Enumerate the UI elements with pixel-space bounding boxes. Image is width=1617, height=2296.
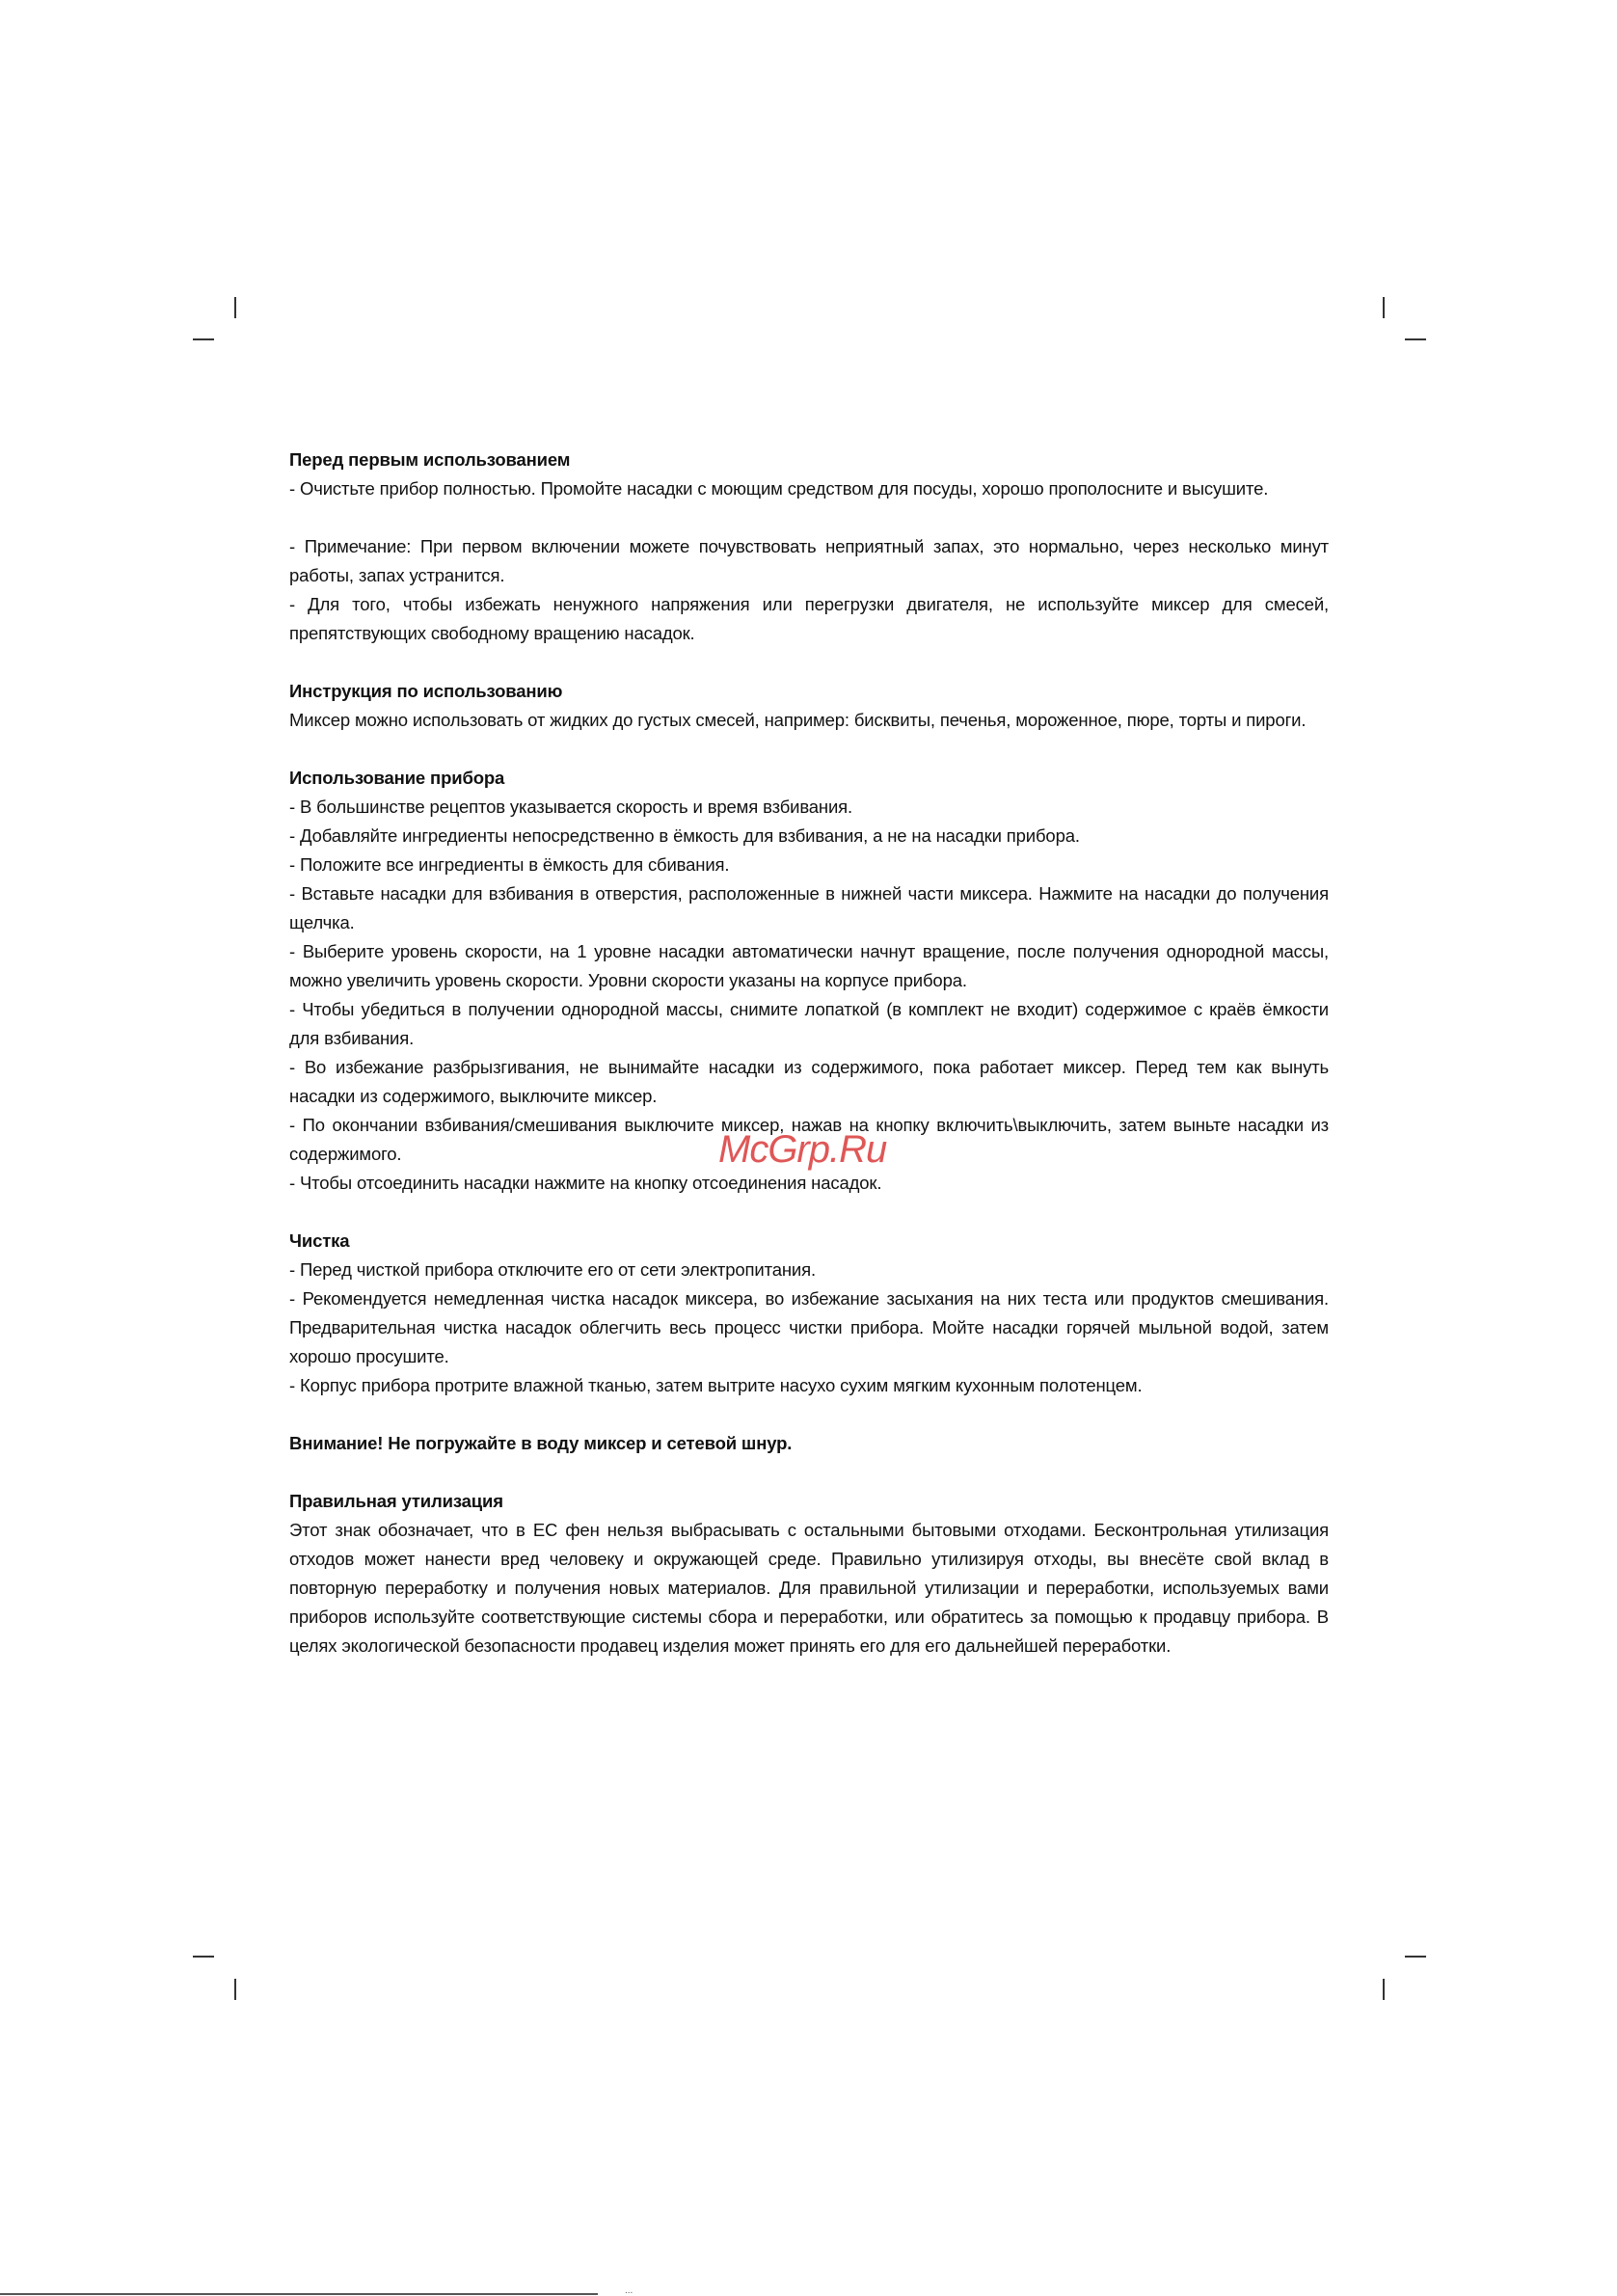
- footer-mark: ...: [625, 2285, 633, 2296]
- warning-text: Внимание! Не погружайте в воду миксер и сетевой шнур.: [289, 1433, 793, 1453]
- section-before-first-use: [289, 446, 1329, 648]
- list-item: - Корпус прибора протрите влажной тканью, затем вытрите насухо сухим мягким кухонным полотенцем.: [289, 1375, 1143, 1395]
- list-item: - Добавляйте ингредиенты непосредственно в ёмкость для взбивания, а не на насадки прибора.: [289, 825, 1080, 846]
- section-cleaning: [289, 1227, 1329, 1400]
- list-item: - По окончании взбивания/смешивания выключите миксер, нажав на кнопку включить\выключить, затем выньте насадки из содержимого.: [289, 1115, 1329, 1164]
- crop-mark-bottom-left-vertical: [234, 1979, 236, 2000]
- crop-mark-top-left-vertical: [234, 297, 236, 318]
- heading-usage: Использование прибора: [289, 768, 505, 788]
- watermark: McGrp.Ru: [718, 1128, 887, 1171]
- list-item: - Выберите уровень скорости, на 1 уровне насадки автоматически начнут вращение, после получения однородной массы, можно увеличить уровень скорости. Уровни скорости указаны на корпусе прибора.: [289, 941, 1329, 990]
- section-instructions: [289, 677, 1329, 735]
- heading-disposal: Правильная утилизация: [289, 1491, 503, 1511]
- heading-before-first-use: Перед первым использованием: [289, 449, 571, 470]
- section-disposal: [289, 1487, 1329, 1661]
- footer-rule: [0, 2293, 598, 2295]
- list-item: - Чтобы отсоединить насадки нажмите на кнопку отсоединения насадок.: [289, 1173, 882, 1193]
- list-item: - В большинстве рецептов указывается скорость и время взбивания.: [289, 797, 853, 817]
- paragraph: Миксер можно использовать от жидких до густых смесей, например: бисквиты, печенья, мороженное, пюре, торты и пироги.: [289, 710, 1307, 730]
- paragraph: Этот знак обозначает, что в ЕС фен нельзя выбрасывать с остальными бытовыми отходами. Бесконтрольная утилизация отходов может нанести вред человеку и окружающей среде. Правильно утилизируя отходы, вы внесёте свой вклад в повторную переработку и получения новых материалов. Для правильной утилизации и переработки, используемых вами приборов используйте соответствующие системы сбора и переработки, или обратитесь за помощью к продавцу прибора. В целях экологической безопасности продавец изделия может принять его для его дальнейшей переработки.: [289, 1520, 1329, 1656]
- paragraph: - Примечание: При первом включении можете почувствовать неприятный запах, это нормально, через несколько минут работы, запах устранится.: [289, 536, 1329, 585]
- list-item: - Во избежание разбрызгивания, не вынимайте насадки из содержимого, пока работает миксер. Перед тем как вынуть насадки из содержимого, выключите миксер.: [289, 1057, 1329, 1106]
- heading-instructions: Инструкция по использованию: [289, 681, 563, 701]
- list-item: - Положите все ингредиенты в ёмкость для сбивания.: [289, 854, 730, 875]
- list-item: - Чтобы убедиться в получении однородной массы, снимите лопаткой (в комплект не входит) содержимое с краёв ёмкости для взбивания.: [289, 999, 1329, 1048]
- paragraph: - Очистьте прибор полностью. Промойте насадки с моющим средством для посуды, хорошо прополосните и высушите.: [289, 478, 1269, 499]
- crop-mark-bottom-right-vertical: [1383, 1979, 1385, 2000]
- heading-cleaning: Чистка: [289, 1230, 350, 1251]
- spacer: [289, 503, 1329, 532]
- list-item: - Перед чисткой прибора отключите его от сети электропитания.: [289, 1259, 816, 1280]
- crop-mark-top-left-horizontal: [193, 338, 214, 340]
- list-item: - Вставьте насадки для взбивания в отверстия, расположенные в нижней части миксера. Нажмите на насадки до получения щелчка.: [289, 883, 1329, 932]
- document-body: [289, 446, 1329, 1689]
- crop-mark-top-right-vertical: [1383, 297, 1385, 318]
- paragraph: - Для того, чтобы избежать ненужного напряжения или перегрузки двигателя, не используйте миксер для смесей, препятствующих свободному вращению насадок.: [289, 594, 1329, 643]
- crop-mark-bottom-left-horizontal: [193, 1956, 214, 1958]
- list-item: - Рекомендуется немедленная чистка насадок миксера, во избежание засыхания на них теста или продуктов смешивания. Предварительная чистка насадок облегчить весь процесс чистки прибора. Мойте насадки горячей мыльной водой, затем хорошо просушите.: [289, 1288, 1329, 1366]
- crop-mark-bottom-right-horizontal: [1405, 1956, 1426, 1958]
- crop-mark-top-right-horizontal: [1405, 338, 1426, 340]
